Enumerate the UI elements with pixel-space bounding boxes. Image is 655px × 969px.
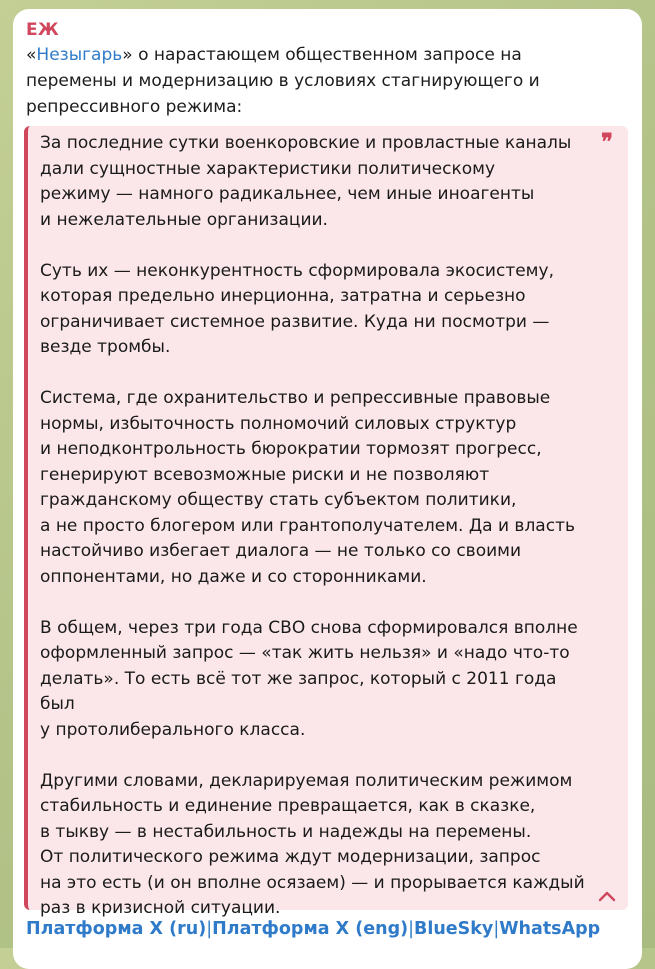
- message-bubble: [13, 9, 642, 969]
- quote-paragraph: Другими словами, декларируемая политическим режимом стабильность и единение превращается, как в сказке, в тыкву — в нестабильность и надежды на перемены. От политического режима ждут модернизации, запрос на это есть (и он вполне осязаем) — и прорывается каждый раз в кризисной ситуации.: [40, 770, 585, 918]
- message-intro: [26, 42, 628, 120]
- quote-paragraph: За последние сутки военкоровские и провластные каналы дали сущностные характеристики политическому режиму — намного радикальнее, чем иные иноагенты и нежелательные организации.: [40, 133, 572, 230]
- chevron-up-icon[interactable]: [598, 890, 616, 902]
- link-platform-x-ru[interactable]: Платформа X (ru): [26, 919, 207, 939]
- intro-prefix: «: [26, 45, 37, 65]
- link-separator: |: [206, 919, 213, 939]
- link-separator: |: [408, 919, 415, 939]
- quote-paragraph: Система, где охранительство и репрессивные правовые нормы, избыточность полномочий силовых структур и неподконтрольность бюрократии тормозят прогресс, генерируют всевозможные риски и не позволяют гражданскому обществу стать субъектом политики, а не просто блогером или грантополучателем. Да и власть настойчиво избегает диалога — не только со своими оппонентами, но даже и со сторонниками.: [40, 388, 575, 587]
- quote-icon: ❞: [601, 129, 613, 155]
- blockquote[interactable]: [24, 126, 628, 918]
- link-separator: |: [493, 919, 500, 939]
- link-bluesky[interactable]: BlueSky: [414, 919, 494, 939]
- intro-channel-link[interactable]: Незыгарь: [36, 45, 123, 65]
- intro-suffix: » о нарастающем общественном запросе на перемены и модернизацию в условиях стагнирующего и репрессивного режима:: [26, 45, 540, 117]
- sender-name[interactable]: ЕЖ: [26, 20, 59, 40]
- link-whatsapp[interactable]: WhatsApp: [499, 919, 601, 939]
- link-platform-x-eng[interactable]: Платформа X (eng): [212, 919, 409, 939]
- quote-paragraph: Суть их — неконкурентность сформировала экосистему, которая предельно инерционна, затратна и серьезно ограничивает системное развитие. Куда ни посмотри — везде тромбы.: [40, 260, 554, 357]
- quote-paragraph: В общем, через три года СВО снова сформировался вполне оформленный запрос — «так жить нельзя» и «надо что-то делать». То есть всё тот же запрос, который с 2011 года был у протолиберального класса.: [40, 617, 578, 740]
